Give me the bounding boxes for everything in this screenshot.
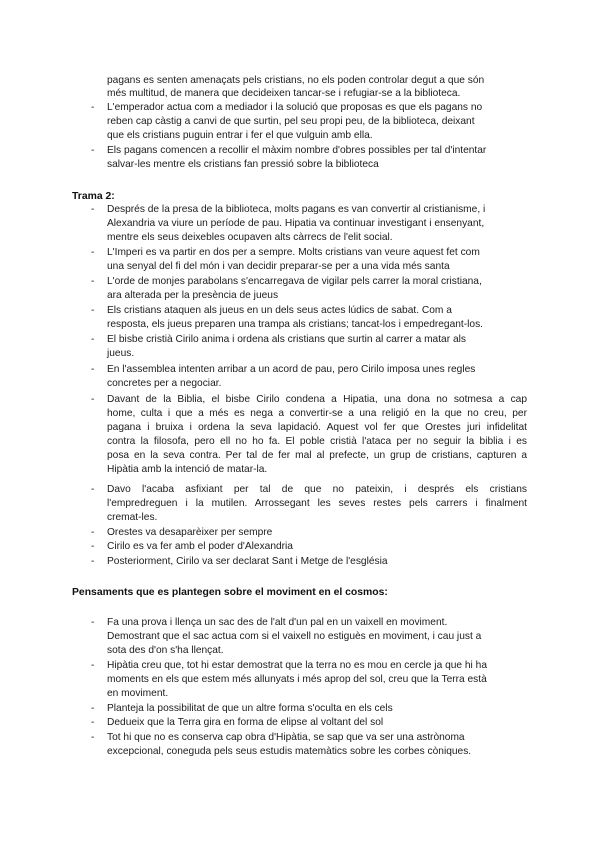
trama-line: L'orde de monjes parabolans s'encarregava de vigilar pels carrer la moral cristiana, [107, 276, 482, 287]
trama-line: home, culta i que a més es nega a convertir-se a una religió en la que no creu, per [107, 408, 527, 419]
trama-line: L'Imperi es va partir en dos per a sempre. Molts cristians van veure aquest fet com [107, 247, 480, 258]
trama-line: cremat-les. [107, 512, 158, 523]
trama-line: l'empredreguen i la mutilen. Arrossegant les seves restes pels carrers i finalment [107, 498, 527, 509]
trama-line: Els cristians ataquen als jueus en un dels seus actes lúdics de sabat. Com a [107, 305, 452, 316]
pensaments-line: Planteja la possibilitat de que un altre forma s'oculta en els cels [107, 703, 393, 714]
trama-line: Posteriorment, Cirilo va ser declarat Sant i Metge de l'església [107, 556, 388, 567]
bullet-marker: - [91, 660, 95, 671]
trama-line: En l'assemblea intenten arribar a un acord de pau, pero Cirilo imposa unes regles [107, 364, 476, 375]
trama-line: Cirilo es va fer amb el poder d'Alexandria [107, 541, 293, 552]
pensaments-line: en moviment. [107, 688, 169, 699]
section-heading-trama: Trama 2: [72, 191, 115, 202]
pensaments-line: moments en els que estem més allunyats i més aprop del sol, creu que la Terra està [107, 674, 487, 685]
trama-line: Davant de la Biblia, el bisbe Cirilo condena a Hipatia, una dona no sotmesa a cap [107, 394, 527, 405]
pensaments-line: excepcional, coneguda pels seus estudis matemàtics sobre les corbes còniques. [107, 746, 472, 757]
section-heading-pensaments: Pensaments que es plantegen sobre el moviment en el cosmos: [72, 587, 388, 598]
trama-line: mentre els seus deixebles ocupaven alts càrrecs de l'elit social. [107, 232, 393, 243]
trama-line: El bisbe cristià Cirilo anima i ordena als cristians que surtin al carrer a matar als [107, 334, 466, 345]
bullet-marker: - [91, 732, 95, 743]
trama-line: Després de la presa de la biblioteca, molts pagans es van convertir al cristianisme, i [107, 204, 486, 215]
trama-line: Orestes va desaparèixer per sempre [107, 527, 273, 538]
trama-line: concretes per a negociar. [107, 378, 222, 389]
trama-line: contra la filosofa, pero ell no ho fa. El poble cristià l'ataca per no seguir la biblia i es [107, 436, 527, 447]
trama-line: jueus. [107, 348, 135, 359]
intro-line: més multitud, de manera que decideixen tancar-se i refugiar-se a la biblioteca. [107, 88, 461, 99]
intro-line: pagans es senten amenaçats pels cristians, no els poden controlar degut a que són [107, 75, 485, 86]
trama-line: Hipàtia amb la intenció de matar-la. [107, 464, 268, 475]
bullet-marker: - [91, 617, 95, 628]
pensaments-line: Dedueix que la Terra gira en forma de elipse al voltant del sol [107, 717, 384, 728]
trama-line: posa en la seva contra. Per tal de fer mal al prefecte, un grup de cristians, capturen a [107, 450, 527, 461]
trama-line: Davo l'acaba asfixiant per tal de que no pateixin, i després els cristians [107, 484, 527, 495]
pensaments-line: Hipàtia creu que, tot hi estar demostrat que la terra no es mou en cercle ja que hi ha [107, 660, 487, 671]
bullet-marker: - [91, 204, 95, 215]
pensaments-line: Demostrant que el sac actua com si el vaixell no estiguès en moviment, i cau just a [107, 631, 482, 642]
pensaments-line: Tot hi que no es conserva cap obra d'Hipàtia, se sap que va ser una astrònoma [107, 732, 465, 743]
bullet-marker: - [91, 541, 95, 552]
bullet-marker: - [91, 305, 95, 316]
bullet-marker: - [91, 556, 95, 567]
intro-line: L'emperador actua com a mediador i la solució que proposas es que els pagans no [107, 102, 483, 113]
bullet-marker: - [91, 334, 95, 345]
trama-line: ara alterada per la presència de jueus [107, 290, 279, 301]
bullet-marker: - [91, 276, 95, 287]
intro-line: Els pagans comencen a recollir el màxim nombre d'obres possibles per tal d'intentar [107, 145, 487, 156]
trama-line: pagana i bruixa i ordena la seva lapidació. Aquest vol fer que Orestes juri infidelitat [107, 422, 527, 433]
bullet-marker: - [91, 364, 95, 375]
intro-line: salvar-les mentre els cristians fan pressió sobre la biblioteca [107, 159, 379, 170]
bullet-marker: - [91, 527, 95, 538]
pensaments-line: sota des d'on s'ha llençat. [107, 645, 224, 656]
bullet-marker: - [91, 102, 95, 113]
bullet-marker: - [91, 145, 95, 156]
bullet-marker: - [91, 484, 95, 495]
pensaments-line: Fa una prova i llença un sac des de l'alt d'un pal en un vaixell en moviment. [107, 617, 448, 628]
bullet-marker: - [91, 394, 95, 405]
bullet-marker: - [91, 703, 95, 714]
intro-line: que els cristians puguin entrar i fer el que vulguin amb ella. [107, 130, 373, 141]
trama-line: una senyal del fi del món i van decidir preparar-se per a una vida més santa [107, 261, 450, 272]
bullet-marker: - [91, 717, 95, 728]
intro-line: reben cap càstig a canvi de que surtin, pel seu propi peu, de la biblioteca, deixant [107, 116, 475, 127]
bullet-marker: - [91, 247, 95, 258]
trama-line: resposta, els jueus preparen una trampa als cristians; tancat-los i empedregant-los. [107, 319, 483, 330]
trama-line: Alexandria va viure un període de pau. Hipatia va continuar investigant i ensenyant, [107, 218, 485, 229]
